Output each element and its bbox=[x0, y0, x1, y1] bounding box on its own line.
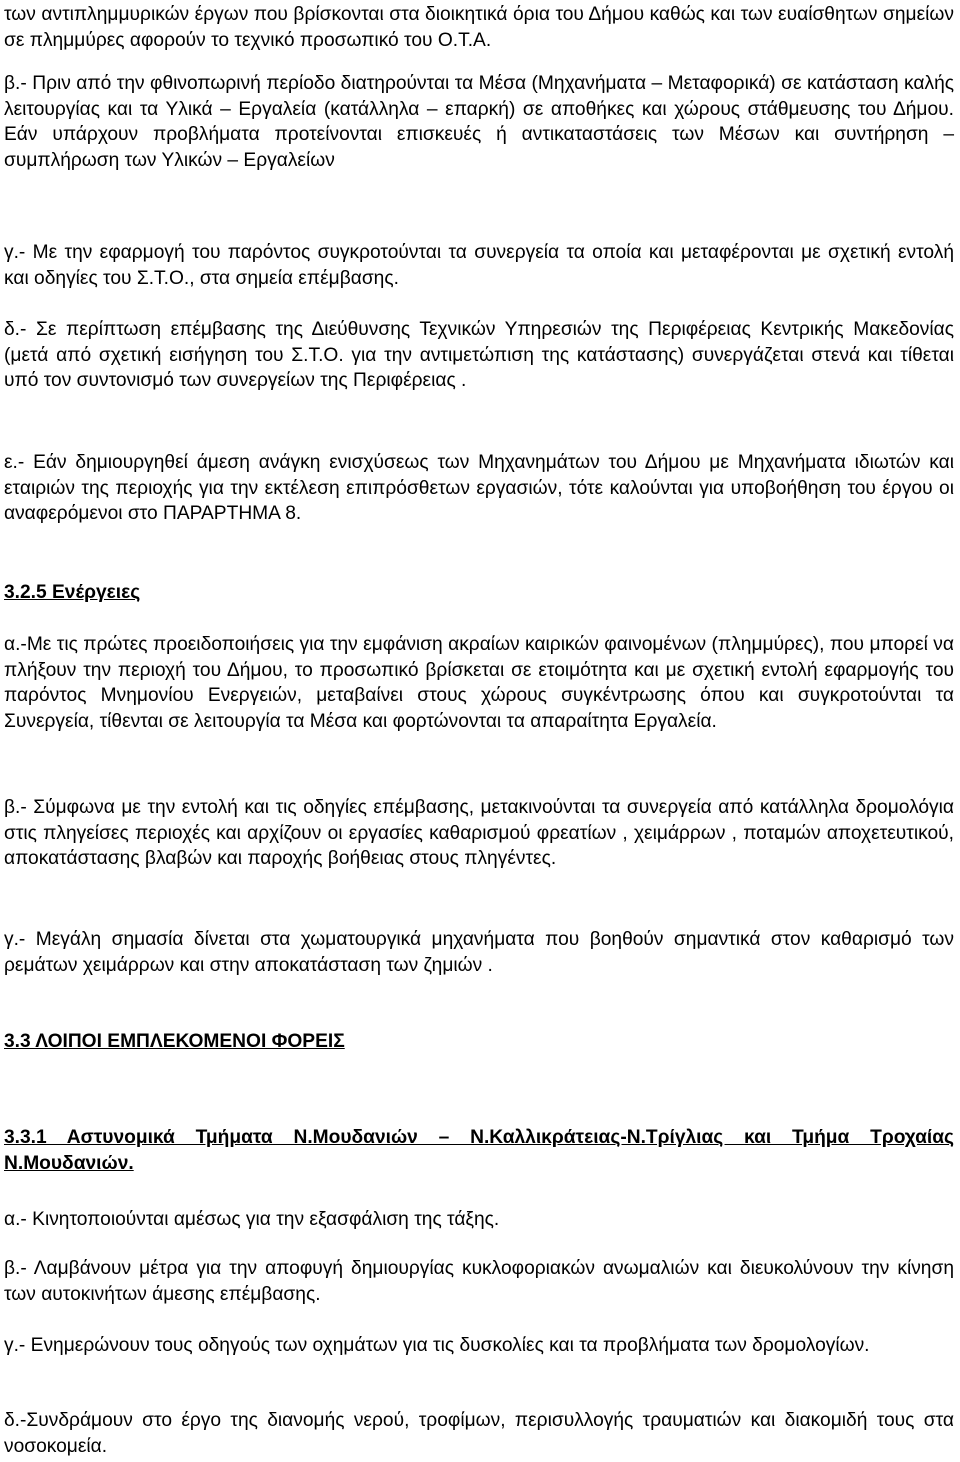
paragraph-a-warnings: α.-Με τις πρώτες προειδοποιήσεις για την εμφάνιση ακραίων καιρικών φαινομένων (πλημμύρες), που μπορεί να πλήξουν την περιοχή του Δήμου, το προσωπικό βρίσκεται σε ετοιμότητα και με σχετική εντολή εφαρμογής του παρόντος Μνημονίου Ενεργειών, μεταβαίνει στους χώρους συγκέντρωσης όπου και συγκροτούνται τα Συνεργεία, τίθενται σε λειτουργία τα Μέσα και φορτώνονται τα απαραίτητα Εργαλεία. bbox=[4, 634, 954, 732]
paragraph-b-traffic-measures: β.- Λαμβάνουν μέτρα για την αποφυγή δημιουργίας κυκλοφοριακών ανωμαλιών και διευκολύνουν την κίνηση των αυτοκινήτων άμεσης επέμβασης. bbox=[4, 1258, 954, 1305]
section-heading-3-2-5: 3.2.5 Ενέργειες bbox=[4, 582, 141, 603]
paragraph-c-crews: γ.- Με την εφαρμογή του παρόντος συγκροτούνται τα συνεργεία τα οποία και μεταφέρονται με σχετική εντολή και οδηγίες του Σ.Τ.Ο., στα σημεία επέμβασης. bbox=[4, 242, 954, 289]
paragraph-d-regional-intervention: δ.- Σε περίπτωση επέμβασης της Διεύθυνσης Τεχνικών Υπηρεσιών της Περιφέρειας Κεντρικής Μακεδονίας (μετά από σχετική εισήγηση του Σ.Τ.Ο. για την αντιμετώπιση της κατάστασης) συνεργάζεται στενά και τίθεται υπό τον συντονισμό των συνεργείων της Περιφέρειας . bbox=[4, 319, 954, 392]
paragraph-e-reinforcement: ε.- Εάν δημιουργηθεί άμεση ανάγκη ενισχύσεως των Μηχανημάτων του Δήμου με Μηχανήματα ιδιωτών και εταιριών της περιοχής για την εκτέλεση επιπρόσθετων εργασιών, τότε καλούνται για υποβοήθηση του έργου οι αναφερόμενοι στο ΠΑΡΑΡΤΗΜΑ 8. bbox=[4, 452, 954, 525]
paragraph-a-mobilize: α.- Κινητοποιούνται αμέσως για την εξασφάλιση της τάξης. bbox=[4, 1209, 500, 1230]
section-heading-3-3-1: 3.3.1 Αστυνομικά Τμήματα Ν.Μουδανιών – Ν.Καλλικράτειας-Ν.Τρίγλιας και Τμήμα Τροχαίας Ν.Μουδανιών. bbox=[4, 1127, 954, 1174]
section-heading-3-3: 3.3 ΛΟΙΠΟΙ ΕΜΠΛΕΚΟΜΕΝΟΙ ΦΟΡΕΙΣ bbox=[4, 1031, 345, 1052]
paragraph-c-inform-drivers: γ.- Ενημερώνουν τους οδηγούς των οχημάτων για τις δυσκολίες και τα προβλήματα των δρομολογίων. bbox=[4, 1335, 870, 1356]
paragraph-d-assist: δ.-Συνδράμουν στο έργο της διανομής νερού, τροφίμων, περισυλλογής τραυματιών και διακομιδή τους στα νοσοκομεία. bbox=[4, 1410, 954, 1457]
paragraph-c-earthmoving: γ.- Μεγάλη σημασία δίνεται στα χωματουργικά μηχανήματα που βοηθούν σημαντικά στον καθαρισμό των ρεμάτων χειμάρρων και στην αποκατάσταση των ζημιών . bbox=[4, 929, 954, 976]
paragraph-b-preparation: β.- Πριν από την φθινοπωρινή περίοδο διατηρούνται τα Μέσα (Μηχανήματα – Μεταφορικά) σε κατάσταση καλής λειτουργίας και τα Υλικά – Εργαλεία (κατάλληλα – επαρκή) σε αποθήκες και χώρους στάθμευσης του Δήμου. Εάν υπάρχουν προβλήματα προτείνονται επισκευές ή αντικαταστάσεις των Μέσων και συντήρηση – συμπλήρωση των Υλικών – Εργαλείων bbox=[4, 73, 954, 171]
paragraph-b-movement: β.- Σύμφωνα με την εντολή και τις οδηγίες επέμβασης, μετακινούνται τα συνεργεία από κατάλληλα δρομολόγια στις πληγείσες περιοχές και αρχίζουν οι εργασίες καθαρισμού φρεατίων , χειμάρρων , ποταμών αποχετευτικού, αποκατάστασης βλαβών και παροχής βοήθειας στους πληγέντες. bbox=[4, 797, 954, 870]
paragraph-intro-continuation: των αντιπλημμυρικών έργων που βρίσκονται στα διοικητικά όρια του Δήμου καθώς και των ευαίσθητων σημείων σε πλημμύρες αφορούν το τεχνικό προσωπικό του Ο.Τ.Α. bbox=[4, 4, 954, 51]
